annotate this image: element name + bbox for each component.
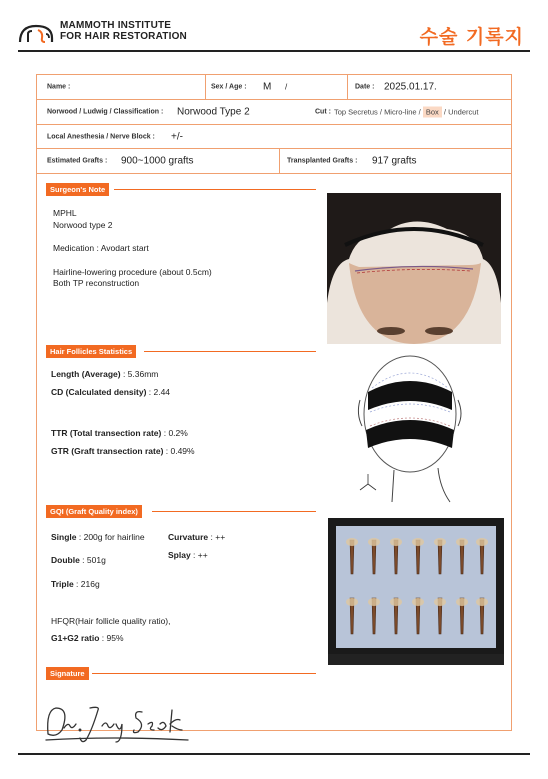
splay-label: Splay bbox=[168, 550, 191, 560]
curvature-stat bbox=[168, 532, 225, 542]
hfqr-label: HFQR(Hair follicle quality ratio), bbox=[51, 616, 171, 626]
date-label: Date : bbox=[355, 83, 375, 91]
estimated-grafts-label: Estimated Grafts : bbox=[47, 157, 108, 165]
cut-option-undercut[interactable]: Undercut bbox=[448, 107, 479, 117]
length-value: : 5.36mm bbox=[120, 369, 159, 379]
cut-option-micro-line[interactable]: Micro-line bbox=[384, 107, 417, 117]
surgeons-note-title: Surgeon's Note bbox=[46, 183, 109, 196]
classification-value: Norwood Type 2 bbox=[177, 106, 250, 118]
row-name-sex-date bbox=[37, 75, 511, 100]
cut-option-top-secretus[interactable]: Top Secretus bbox=[334, 107, 378, 117]
handwritten-signature bbox=[42, 700, 192, 744]
row-anesthesia bbox=[37, 125, 511, 149]
ratio-value: : 95% bbox=[99, 633, 124, 643]
cut-label: Cut : bbox=[315, 108, 331, 116]
gtr-stat bbox=[51, 446, 195, 456]
section-rule bbox=[114, 189, 316, 190]
scalp-diagram bbox=[354, 352, 464, 504]
logo-text bbox=[60, 20, 187, 42]
cd-value: : 2.44 bbox=[146, 387, 171, 397]
signature-header bbox=[46, 667, 316, 680]
transplanted-grafts-label: Transplanted Grafts : bbox=[287, 157, 358, 165]
row-classification bbox=[37, 100, 511, 125]
triple-stat bbox=[51, 579, 100, 589]
note-line: Both TP reconstruction bbox=[53, 278, 140, 288]
page-header bbox=[18, 18, 530, 52]
triple-value: : 216g bbox=[73, 579, 100, 589]
curvature-label: Curvature bbox=[168, 532, 209, 542]
note-line: MPHL bbox=[53, 208, 77, 218]
section-rule bbox=[144, 351, 316, 352]
hfqr-stat bbox=[51, 616, 171, 626]
anesthesia-value: +/- bbox=[171, 131, 183, 142]
section-rule bbox=[152, 511, 316, 512]
double-label: Double bbox=[51, 555, 80, 565]
gtr-label: GTR (Graft transection rate) bbox=[51, 446, 164, 456]
note-line: Medication : Avodart start bbox=[53, 243, 149, 253]
ttr-label: TTR (Total transection rate) bbox=[51, 428, 162, 438]
ratio-stat bbox=[51, 633, 124, 643]
date-value: 2025.01.17. bbox=[384, 81, 437, 93]
classification-label: Norwood / Ludwig / Classification : bbox=[47, 108, 164, 116]
ttr-value: : 0.2% bbox=[161, 428, 188, 438]
cut-separator: / bbox=[379, 107, 382, 117]
sex-age-label: Sex / Age : bbox=[211, 83, 247, 91]
logo-line-2: FOR HAIR RESTORATION bbox=[60, 31, 187, 42]
footer-divider bbox=[18, 753, 530, 755]
ratio-label: G1+G2 ratio bbox=[51, 633, 100, 643]
length-label: Length (Average) bbox=[51, 369, 121, 379]
note-line: Norwood type 2 bbox=[53, 220, 113, 230]
curvature-value: : ++ bbox=[208, 532, 226, 542]
double-stat bbox=[51, 555, 106, 565]
cut-separator: / bbox=[443, 107, 446, 117]
signature-title: Signature bbox=[46, 667, 89, 680]
cd-stat bbox=[51, 387, 170, 397]
gqi-title: GQI (Graft Quality index) bbox=[46, 505, 142, 518]
note-line: Hairline-lowering procedure (about 0.5cm) bbox=[53, 267, 212, 277]
row-grafts bbox=[37, 149, 511, 174]
single-stat bbox=[51, 532, 145, 542]
splay-value: : ++ bbox=[190, 550, 208, 560]
document-title: 수술 기록지 bbox=[419, 26, 524, 48]
ttr-stat bbox=[51, 428, 188, 438]
follicle-stats-title: Hair Follicles Statistics bbox=[46, 345, 136, 358]
follicle-stats-header bbox=[46, 345, 316, 358]
name-cell bbox=[37, 75, 205, 99]
header-divider bbox=[18, 50, 530, 52]
cd-label: CD (Calculated density) bbox=[51, 387, 147, 397]
section-rule bbox=[92, 673, 316, 674]
single-value: : 200g for hairline bbox=[76, 532, 145, 542]
sex-value: M bbox=[263, 81, 272, 93]
cut-separator: / bbox=[418, 107, 421, 117]
triple-label: Triple bbox=[51, 579, 74, 589]
graft-monitor-photo bbox=[328, 518, 504, 665]
sex-age-cell bbox=[205, 75, 347, 99]
anesthesia-label: Local Anesthesia / Nerve Block : bbox=[47, 133, 155, 140]
divider bbox=[279, 149, 280, 173]
hairline-photo-image bbox=[327, 193, 501, 344]
transplanted-grafts-value: 917 grafts bbox=[372, 155, 417, 167]
length-stat bbox=[51, 369, 158, 379]
logo-line-1: MAMMOTH INSTITUTE bbox=[60, 20, 172, 31]
hairline-photo bbox=[327, 193, 501, 344]
age-separator: / bbox=[285, 82, 288, 92]
single-label: Single bbox=[51, 532, 77, 542]
gqi-header bbox=[46, 505, 316, 518]
cut-options bbox=[334, 108, 479, 117]
gtr-value: : 0.49% bbox=[163, 446, 195, 456]
name-label: Name : bbox=[47, 83, 71, 91]
splay-stat bbox=[168, 550, 208, 560]
estimated-grafts-value: 900~1000 grafts bbox=[121, 155, 194, 167]
surgeons-note-header bbox=[46, 183, 316, 196]
date-cell bbox=[347, 75, 511, 99]
cut-option-box-selected[interactable]: Box bbox=[423, 107, 442, 118]
double-value: : 501g bbox=[79, 555, 106, 565]
